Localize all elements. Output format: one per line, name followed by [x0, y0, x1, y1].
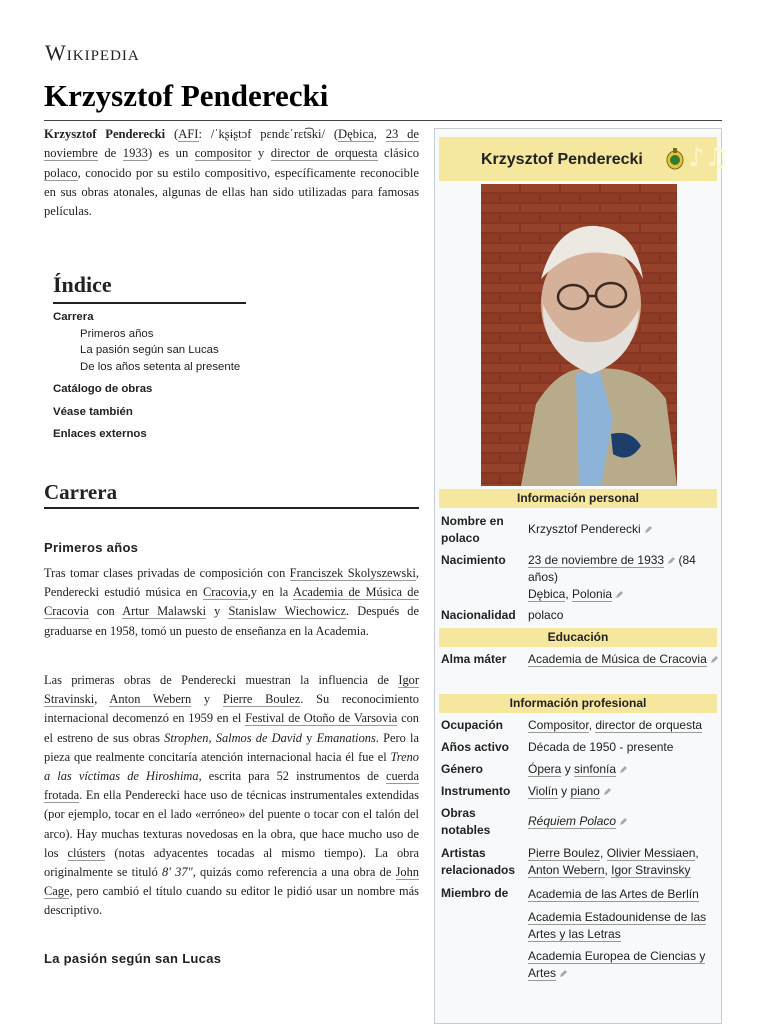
portrait-photo[interactable] — [481, 184, 677, 486]
edit-pencil-icon[interactable] — [644, 526, 652, 534]
link-infobox-boulez[interactable]: Pierre Boulez — [528, 846, 601, 860]
link-infobox-academia[interactable]: Academia de Música de Cracovia — [528, 652, 707, 666]
label-nacionalidad: Nacionalidad — [441, 608, 516, 622]
link-academia-musica[interactable]: Academia de Música de Cracovia — [44, 585, 419, 619]
edit-pencil-icon[interactable] — [619, 818, 627, 826]
toc-item-pasion[interactable]: La pasión según san Lucas — [80, 344, 219, 356]
subsection-heading-primeros: Primeros años — [44, 540, 139, 555]
link-cracovia[interactable]: Cracovia — [202, 585, 248, 600]
value-anos-activo: Década de 1950 - presente — [528, 740, 674, 754]
edit-pencil-icon[interactable] — [710, 656, 718, 664]
link-infobox-polonia[interactable]: Polonia — [572, 587, 613, 601]
link-boulez[interactable]: Pierre Boulez — [222, 692, 301, 707]
label-nombre-polaco: Nombre en polaco — [441, 514, 504, 545]
label-anos-activo: Años activo — [441, 740, 510, 754]
toc-item-carrera[interactable]: Carrera — [53, 311, 94, 323]
paragraph-primeros-1: Tras tomar clases privadas de composición con Franciszek Skolyszewski, Penderecki estudió música en Cracovia,y en la Academia de Música de Cracovia con Artur Malawski y Stanislaw Wiechowicz. Después de graduarse en 1958, tomó un puesto de enseñanza en la Academia. — [44, 566, 419, 638]
toc-item-catalogo[interactable]: Catálogo de obras — [53, 383, 153, 395]
value-instrumento: Violín y piano — [528, 783, 718, 800]
link-birth-year[interactable]: 1933 — [122, 146, 148, 161]
link-compositor[interactable]: compositor — [194, 146, 252, 161]
link-infobox-stravinsky[interactable]: Igor Stravinsky — [611, 863, 691, 877]
link-infobox-europea[interactable]: Academia Europea de Ciencias y Artes — [528, 949, 706, 980]
subsection-heading-pasion: La pasión según san Lucas — [44, 951, 222, 966]
infobox-title-bar — [439, 137, 728, 181]
value-miembro-2 — [528, 909, 718, 943]
link-director[interactable]: director de orquesta — [270, 146, 378, 161]
link-clusters[interactable]: clústers — [67, 845, 106, 860]
infobox-section-educacion: Educación — [439, 628, 717, 647]
value-nacimiento: 23 de noviembre de 1933 (84 años) Dębica, Polonia — [528, 553, 696, 601]
page-title: Krzysztof Penderecki — [44, 78, 329, 113]
link-infobox-webern[interactable]: Anton Webern — [528, 863, 605, 877]
label-alma-mater: Alma máter — [441, 652, 507, 666]
lead-subject: Krzysztof Penderecki — [44, 127, 166, 141]
label-instrumento: Instrumento — [441, 784, 511, 798]
toc-heading: Índice — [53, 272, 112, 297]
link-john-cage[interactable]: John Cage — [44, 865, 419, 899]
value-miembro-3 — [528, 948, 718, 982]
link-malawski[interactable]: Artur Malawski — [122, 604, 207, 619]
link-webern[interactable]: Anton Webern — [109, 692, 192, 707]
link-stravinski[interactable]: Igor Stravinski — [44, 673, 419, 707]
toc-item-setenta[interactable]: De los años setenta al presente — [80, 360, 241, 373]
link-infobox-opera[interactable]: Ópera — [528, 762, 562, 776]
label-artistas: Artistas relacionados — [441, 846, 516, 877]
link-infobox-piano[interactable]: piano — [570, 784, 600, 798]
link-infobox-compositor[interactable]: Compositor — [528, 718, 589, 732]
label-nacimiento: Nacimiento — [441, 553, 506, 567]
value-genero: Ópera y sinfonía — [528, 761, 718, 778]
link-infobox-estadounidense[interactable]: Academia Estadounidense de las Artes y las Letras — [528, 910, 707, 941]
music-emblem-icon — [666, 148, 684, 170]
edit-pencil-icon[interactable] — [619, 766, 627, 774]
link-infobox-requiem[interactable]: Réquiem Polaco — [528, 814, 617, 828]
link-infobox-birth-date[interactable]: 23 de noviembre de 1933 — [528, 553, 665, 567]
link-infobox-director[interactable]: director de orquesta — [595, 718, 703, 732]
label-genero: Género — [441, 762, 484, 776]
link-festival-varsovia[interactable]: Festival de Otoño de Varsovia — [245, 711, 398, 726]
value-alma-mater — [528, 651, 718, 668]
value-ocupacion: Compositor, director de orquesta — [528, 718, 703, 732]
infobox-title: Krzysztof Penderecki — [481, 151, 643, 168]
value-miembro-1 — [528, 886, 718, 903]
infobox — [434, 128, 728, 1024]
table-of-contents — [53, 309, 303, 443]
toc-divider — [53, 302, 246, 304]
infobox-section-personal: Información personal — [439, 489, 717, 508]
section-divider — [44, 507, 419, 509]
toc-item-primeros-anos[interactable]: Primeros años — [80, 327, 154, 340]
lead-paragraph: Krzysztof Penderecki (AFI: /ˈkʂɨʂtɔf pɛndɛˈrɛt͡ski/ (Dębica, 23 de noviembre de 1933) es un compositor y director de orquesta clásico polaco, conocido por su estilo compositivo, específicamente reconocible en sus obras atonales, algunas de ellas han sido utilizadas para famosas películas. — [44, 127, 419, 219]
link-infobox-debica[interactable]: Dębica — [528, 587, 566, 601]
toc-item-enlaces[interactable]: Enlaces externos — [53, 428, 147, 440]
link-debica[interactable]: Dębica — [338, 127, 374, 141]
edit-pencil-icon[interactable] — [559, 970, 567, 978]
music-notes-icon: ♪♫ — [688, 143, 728, 173]
link-birth-date[interactable]: 23 de noviembre — [44, 127, 419, 161]
infobox-section-profesional: Información profesional — [439, 694, 717, 713]
link-cuerda-frotada[interactable]: cuerda frotada — [44, 769, 419, 803]
value-nombre-polaco: Krzysztof Penderecki — [528, 521, 718, 538]
wikipedia-wordmark[interactable]: Wikipedia — [45, 40, 140, 65]
afi-link[interactable]: AFI — [178, 127, 199, 141]
label-miembro: Miembro de — [441, 886, 509, 900]
section-heading-carrera: Carrera — [44, 480, 118, 504]
link-infobox-messiaen[interactable]: Olivier Messiaen — [606, 846, 696, 860]
value-artistas: Pierre Boulez, Olivier Messiaen, Anton Webern, Igor Stravinsky — [528, 846, 699, 877]
label-obras-notables: Obras notables — [441, 806, 491, 837]
title-divider — [44, 120, 722, 121]
paragraph-primeros-2: Las primeras obras de Penderecki muestran la influencia de Igor Stravinski, Anton Webern y Pierre Boulez. Su reconocimiento internacional decomenzó en 1959 en el Festival de Otoño de Varsovia con el estreno de sus obras Strophen, Salmos de David y Emanations. Pero la pieza que realmente concitaría atención internacional hacia él fue el Treno a las víctimas de Hiroshima, escrita para 52 instrumentos de cuerda frotada. En ella Penderecki hace uso de técnicas instrumentales extendidas (por ejemplo, tocar en el lado «erróneo» del puente o tocar con el talón del arco). Hay muchas texturas novedosas en la obra, que hace mucho uso de los clústers (notas adyacentes tocadas al mismo tiempo). La obra originalmente se tituló 8' 37", quizás como referencia a una obra de John Cage, pero cambió el título cuando su editor le pidió usar un nombre más descriptivo. — [44, 673, 420, 918]
link-skolyszewski[interactable]: Franciszek Skolyszewski — [289, 566, 416, 580]
link-infobox-berlin[interactable]: Academia de las Artes de Berlín — [528, 887, 699, 901]
link-infobox-sinfonia[interactable]: sinfonía — [574, 762, 617, 776]
edit-pencil-icon[interactable] — [615, 591, 623, 599]
link-infobox-violin[interactable]: Violín — [528, 784, 558, 798]
toc-item-vease[interactable]: Véase también — [53, 405, 133, 418]
label-ocupacion: Ocupación — [441, 718, 504, 732]
value-nacionalidad: polaco — [528, 608, 564, 622]
link-polaco[interactable]: polaco — [44, 165, 78, 180]
edit-pencil-icon[interactable] — [603, 788, 611, 796]
edit-pencil-icon[interactable] — [667, 557, 675, 565]
link-wiechowicz[interactable]: Stanislaw Wiechowicz — [228, 604, 346, 619]
value-obras-notables — [528, 813, 718, 830]
